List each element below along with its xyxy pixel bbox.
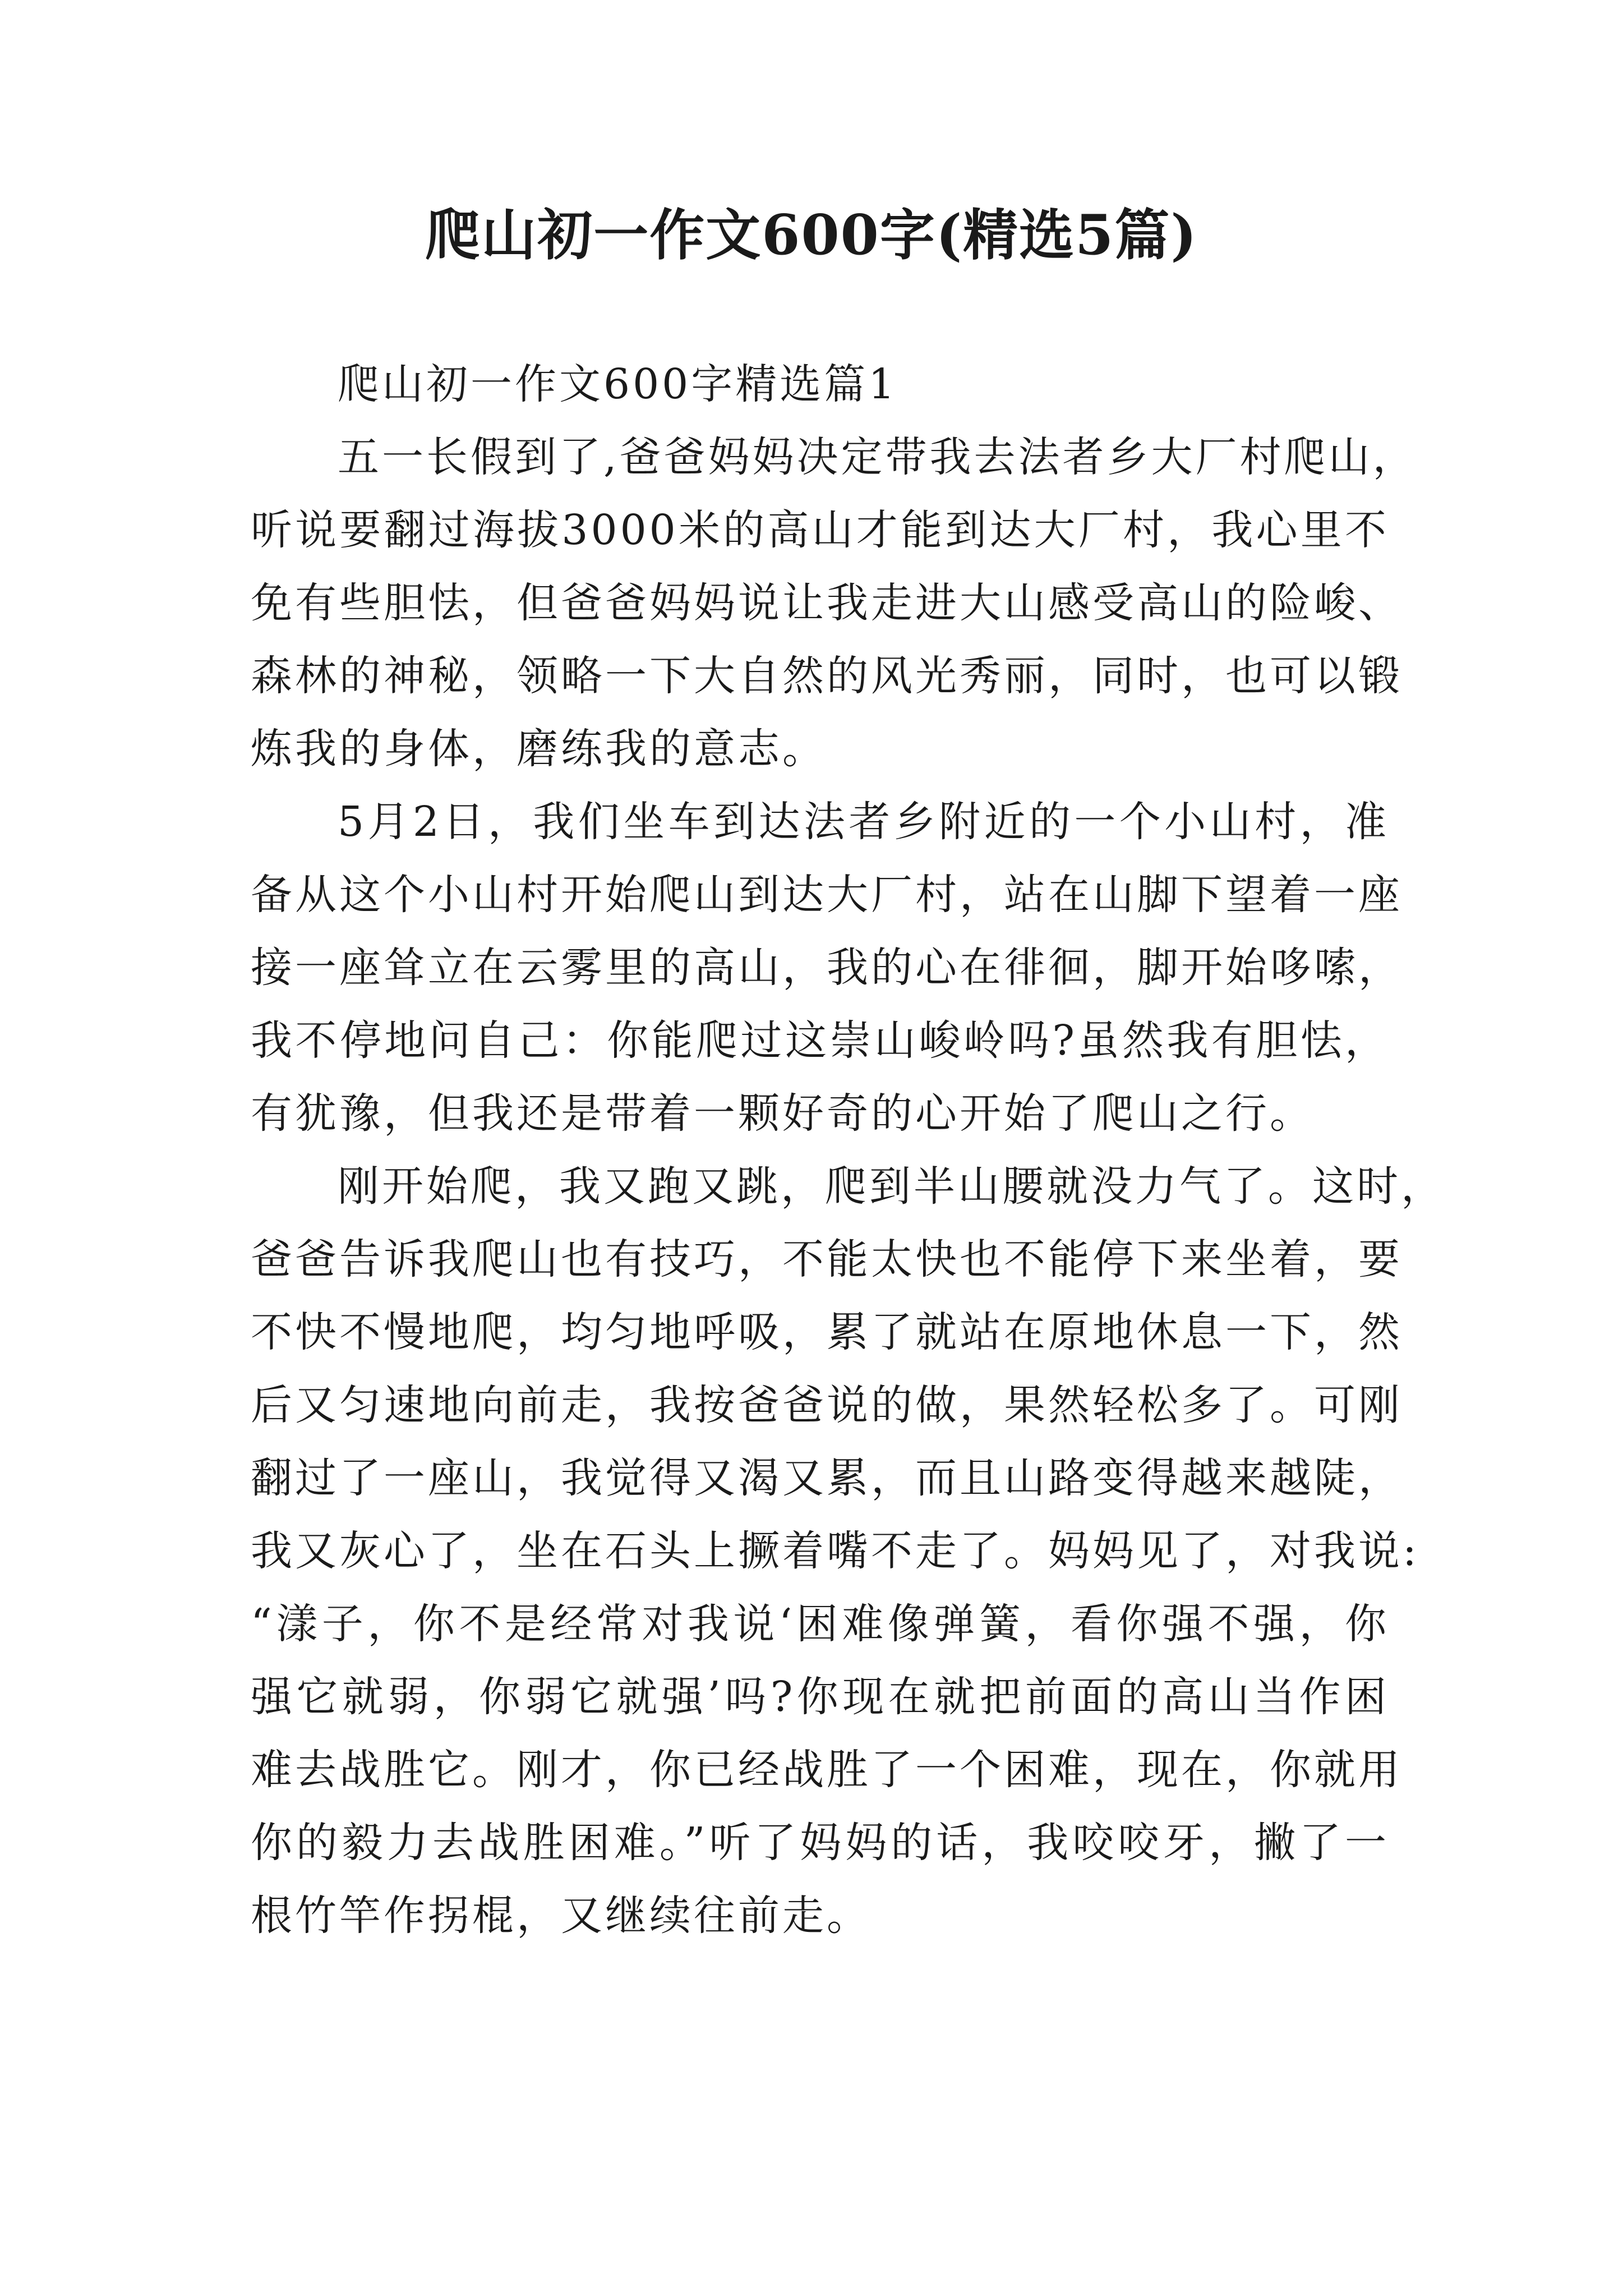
paragraph-line: 刚开始爬，我又跑又跳，爬到半山腰就没力气了。这时， xyxy=(338,1162,1445,1211)
paragraph-line: 我不停地问自己：你能爬过这崇山峻岭吗?虽然我有胆怯， xyxy=(251,1016,1389,1065)
paragraph-1 xyxy=(251,421,1417,785)
document-body xyxy=(251,348,1445,1952)
section-heading: 爬山初一作文600字精选篇1 xyxy=(338,360,898,408)
paragraph-line: 森林的神秘，领略一下大自然的风光秀丽，同时，也可以锻 xyxy=(251,652,1403,700)
paragraph-line: 后又匀速地向前走，我按爸爸说的做，果然轻松多了。可刚 xyxy=(251,1381,1403,1429)
paragraph-line: 根竹竿作拐棍，又继续往前走。 xyxy=(251,1892,871,1940)
paragraph-line: 翻过了一座山，我觉得又渴又累，而且山路变得越来越陡， xyxy=(251,1454,1403,1502)
paragraph-line: “漾子，你不是经常对我说‘困难像弹簧，看你强不强，你 xyxy=(251,1600,1389,1648)
paragraph-2 xyxy=(251,785,1403,1150)
paragraph-line: 免有些胆怯，但爸爸妈妈说让我走进大山感受高山的险峻、 xyxy=(251,579,1403,627)
paragraph-line: 强它就弱，你弱它就强’吗?你现在就把前面的高山当作困 xyxy=(251,1673,1389,1721)
paragraph-line: 听说要翻过海拔3000米的高山才能到达大厂村，我心里不 xyxy=(251,506,1389,554)
paragraph-line: 你的毅力去战胜困难。”听了妈妈的话，我咬咬牙，撇了一 xyxy=(251,1819,1389,1867)
paragraph-line: 难去战胜它。刚才，你已经战胜了一个困难，现在，你就用 xyxy=(251,1746,1403,1794)
paragraph-line: 备从这个小山村开始爬山到达大厂村，站在山脚下望着一座 xyxy=(251,871,1403,919)
paragraph-line: 有犹豫，但我还是带着一颗好奇的心开始了爬山之行。 xyxy=(251,1089,1314,1138)
paragraph-line: 5月2日，我们坐车到达法者乡附近的一个小山村，准 xyxy=(338,798,1389,846)
paragraph-line: 不快不慢地爬，均匀地呼吸，累了就站在原地休息一下，然 xyxy=(251,1308,1403,1356)
document-title: 爬山初一作文600字(精选5篇) xyxy=(425,203,1198,268)
paragraph-line: 炼我的身体，磨练我的意志。 xyxy=(251,725,827,773)
paragraph-line: 五一长假到了,爸爸妈妈决定带我去法者乡大厂村爬山， xyxy=(338,433,1417,481)
paragraph-line: 我又灰心了，坐在石头上撅着嘴不走了。妈妈见了，对我说: xyxy=(251,1527,1419,1575)
paragraph-line: 爸爸告诉我爬山也有技巧，不能太快也不能停下来坐着，要 xyxy=(251,1235,1403,1283)
paragraph-line: 接一座耸立在云雾里的高山，我的心在徘徊，脚开始哆嗦， xyxy=(251,944,1403,992)
paragraph-3 xyxy=(251,1150,1445,1952)
